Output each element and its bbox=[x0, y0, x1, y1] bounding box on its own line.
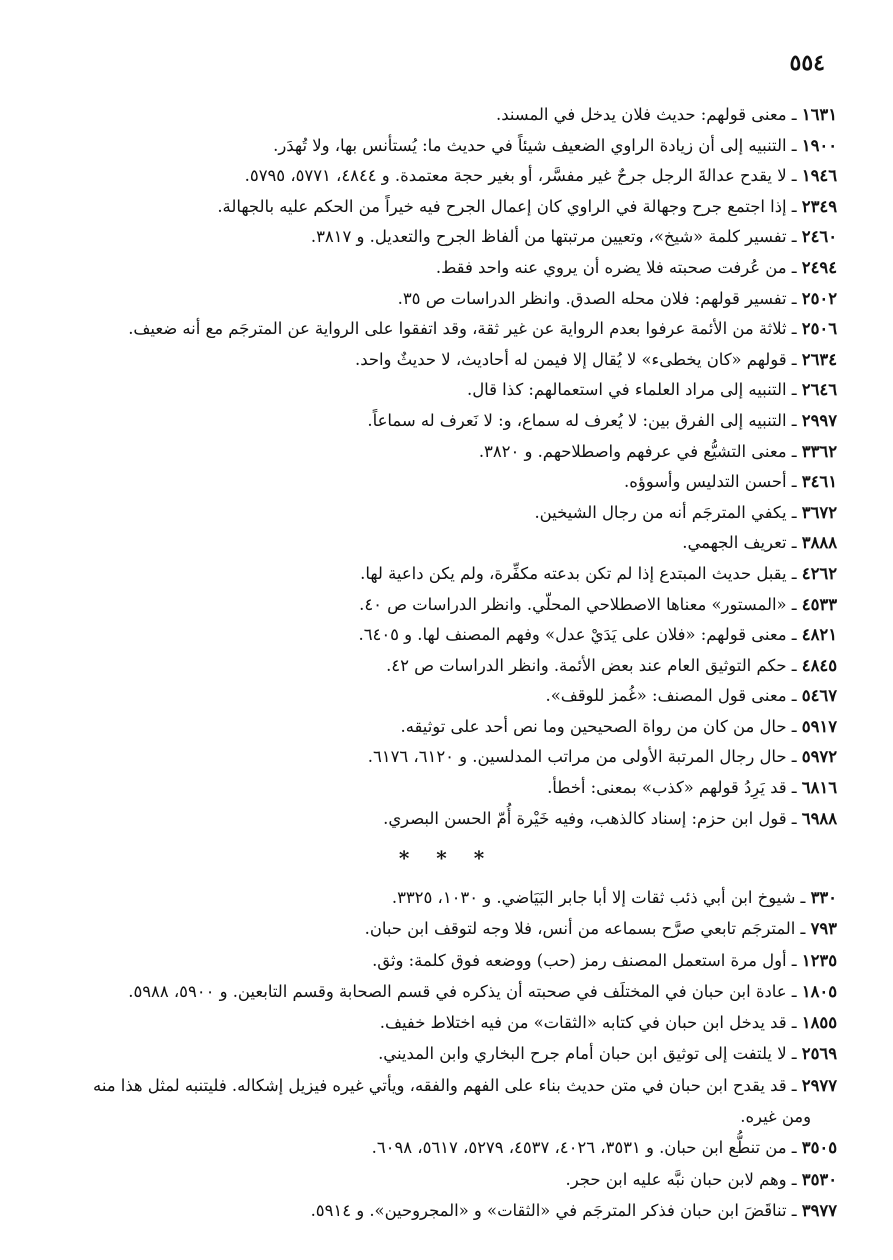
list-item bbox=[40, 804, 837, 835]
list-item bbox=[40, 773, 837, 804]
entry-number: ١٨٥٥ bbox=[801, 1013, 837, 1033]
entry-text: ـ معنى قول المصنف: «غُمز للوقف». bbox=[545, 686, 797, 706]
list-item bbox=[40, 1195, 837, 1226]
entry-text: ـ قد يدخل ابن حبان في كتابه «الثقات» من فيه اختلاط خفيف. bbox=[379, 1013, 797, 1033]
entry-text: ـ عادة ابن حبان في المختلَف في صحبته أن يذكره في قسم الصحابة وقسم التابعين. و ٥٩٠٠، ٥٩٨٨. bbox=[128, 981, 797, 1001]
entry-text: ـ يقبل حديث المبتدع إذا لم تكن بدعته مكفِّرة، ولم يكن داعية لها. bbox=[360, 563, 797, 583]
list-item bbox=[40, 681, 837, 712]
entry-text: ـ معنى التشيُّع في عرفهم واصطلاحهم. و ٣٨٢٠. bbox=[478, 441, 797, 461]
list-item bbox=[40, 913, 837, 944]
entry-text: ـ قولهم «كان يخطىء» لا يُقال إلا فيمن له أحاديث، لا حديثٌ واحد. bbox=[355, 349, 797, 369]
entry-text: ـ التنبيه إلى الفرق بين: لا يُعرف له سماع، و: لا نَعرف له سماعاً. bbox=[367, 410, 797, 430]
entry-text: ـ «المستور» معناها الاصطلاحي المحلّي. وانظر الدراسات ص ٤٠. bbox=[359, 594, 797, 614]
entry-number: ٥٩١٧ bbox=[801, 716, 837, 736]
entry-number: ٧٩٣ bbox=[810, 919, 837, 939]
entry-number: ٤٨٤٥ bbox=[801, 655, 837, 675]
entry-number: ٢٣٤٩ bbox=[801, 196, 837, 216]
entry-text: ـ أول مرة استعمل المصنف رمز (حب) ووضعه فوق كلمة: وثق. bbox=[372, 950, 797, 970]
list-item bbox=[40, 742, 837, 773]
entry-number: ٤٢٦٢ bbox=[801, 563, 837, 583]
list-item bbox=[40, 498, 837, 529]
entry-text: ـ قد يَرِدُ قولهم «كذب» بمعنى: أخطأ. bbox=[547, 778, 797, 798]
entry-number: ١٦٣١ bbox=[801, 105, 837, 124]
list-item bbox=[40, 1038, 837, 1069]
entry-text: ـ المترجَم تابعي صرَّح بسماعه من أنس، فلا وجه لتوقف ابن حبان. bbox=[364, 919, 806, 939]
entry-number: ٢٥٠٢ bbox=[801, 288, 837, 308]
entry-text: ـ ثلاثة من الأئمة عرفوا بعدم الرواية عن غير ثقة، وقد اتفقوا على الرواية عن المترجَم مع أنه ضعيف. bbox=[128, 319, 797, 339]
list-item bbox=[40, 192, 837, 223]
entry-number: ١٢٣٥ bbox=[801, 950, 837, 970]
entry-text: ـ معنى قولهم: «فلان على يَدَيْ عدل» وفهم المصنف لها. و ٦٤٠٥. bbox=[358, 625, 797, 645]
entry-number: ٢٩٧٧ bbox=[801, 1075, 837, 1095]
entry-text: ـ تفسير كلمة «شيخ»، وتعيين مرتبتها من ألفاظ الجرح والتعديل. و ٣٨١٧. bbox=[310, 227, 797, 247]
entry-text: ـ لا يقدح عدالةَ الرجل جرحٌ غير مفسَّر، أو بغير حجة معتمدة. و ٤٨٤٤، ٥٧٧١، ٥٧٩٥. bbox=[244, 166, 797, 186]
entry-number: ١٩٤٦ bbox=[801, 166, 837, 186]
entry-text: ـ قد يقدح ابن حبان في متن حديث بناء على الفهم والفقه، ويأتي غيره فيزيل إشكاله. فليتنبه لمثل هذا منه bbox=[93, 1075, 797, 1095]
entry-text: ـ وهم لابن حبان نبَّه عليه ابن حجر. bbox=[565, 1169, 797, 1189]
list-item bbox=[40, 528, 837, 559]
entry-text: ـ قول ابن حزم: إسناد كالذهب، وفيه خَيْرة أُمّ الحسن البصري. bbox=[383, 808, 797, 828]
entry-number: ٢٩٩٧ bbox=[801, 410, 837, 430]
entry-text: ـ تناقَضَ ابن حبان فذكر المترجَم في «الثقات» و «المجروحين». و ٥٩١٤. bbox=[310, 1200, 797, 1220]
list-item bbox=[40, 161, 837, 192]
entry-text: ـ تفسير قولهم: فلان محله الصدق. وانظر الدراسات ص ٣٥. bbox=[397, 288, 797, 308]
list-item bbox=[40, 976, 837, 1007]
entry-number: ٢٥٠٦ bbox=[801, 319, 837, 339]
entry-number: ٣٣٠ bbox=[810, 888, 837, 907]
list-item bbox=[40, 712, 837, 743]
list-item bbox=[40, 253, 837, 284]
entry-number: ٣٥٣٠ bbox=[801, 1169, 837, 1189]
entry-text: ـ حال رجال المرتبة الأولى من مراتب المدلسين. و ٦١٢٠، ٦١٧٦. bbox=[367, 747, 797, 767]
entry-number: ٢٦٤٦ bbox=[801, 380, 837, 400]
list-item bbox=[40, 1007, 837, 1038]
entry-text: ـ شيوخ ابن أبي ذئب ثقات إلا أبا جابر البَيَاضي. و ١٠٣٠، ٣٣٢٥. bbox=[391, 888, 806, 907]
list-item bbox=[40, 375, 837, 406]
list-item bbox=[40, 1070, 837, 1101]
list-item bbox=[40, 559, 837, 590]
list-item bbox=[40, 345, 837, 376]
entry-number: ٦٨١٦ bbox=[801, 778, 837, 798]
entry-number: ٦٩٨٨ bbox=[801, 808, 837, 828]
list-item bbox=[40, 314, 837, 345]
entry-number: ٥٤٦٧ bbox=[801, 686, 837, 706]
entry-number: ٤٨٢١ bbox=[801, 625, 837, 645]
entry-number: ٥٩٧٢ bbox=[801, 747, 837, 767]
list-item bbox=[40, 1132, 837, 1163]
list-item bbox=[40, 882, 837, 913]
entry-text: ـ تعريف الجهمي. bbox=[682, 533, 797, 553]
entry-number: ٢٦٣٤ bbox=[801, 349, 837, 369]
list-item bbox=[40, 437, 837, 468]
list-item bbox=[40, 945, 837, 976]
entry-number: ٤٥٣٣ bbox=[801, 594, 837, 614]
list-item bbox=[40, 467, 837, 498]
entry-text: ومن غيره. bbox=[740, 1107, 811, 1127]
entry-number: ٣٤٦١ bbox=[801, 472, 837, 492]
entry-text: ـ معنى قولهم: حديث فلان يدخل في المسند. bbox=[496, 105, 797, 124]
entry-number: ٣٩٧٧ bbox=[801, 1200, 837, 1220]
entry-number: ٢٤٩٤ bbox=[801, 257, 837, 277]
entry-number: ٢٥٦٩ bbox=[801, 1044, 837, 1064]
entry-number: ٢٤٦٠ bbox=[801, 227, 837, 247]
entry-text: ـ أحسن التدليس وأسوؤه. bbox=[624, 472, 797, 492]
list-item bbox=[40, 284, 837, 315]
entry-number: ٣٨٨٨ bbox=[801, 533, 837, 553]
list-item bbox=[40, 100, 837, 131]
entry-number: ٣٦٧٢ bbox=[801, 502, 837, 522]
list-item bbox=[40, 620, 837, 651]
list-item bbox=[40, 131, 837, 162]
list-item bbox=[40, 1164, 837, 1195]
list-item bbox=[40, 651, 837, 682]
entries-list-section-one bbox=[40, 100, 837, 834]
list-item bbox=[40, 590, 837, 621]
entry-text: ـ إذا اجتمع جرح وجهالة في الراوي كان إعمال الجرح فيه خيراً من الحكم عليه بالجهالة. bbox=[217, 196, 797, 216]
page-number: ٥٥٤ bbox=[789, 50, 825, 76]
section-separator: * * * bbox=[398, 846, 495, 870]
entries-list-section-two bbox=[40, 882, 837, 1226]
list-item bbox=[40, 406, 837, 437]
entry-text: ـ من تنطُّع ابن حبان. و ٣٥٣١، ٤٠٢٦، ٤٥٣٧، ٥٢٧٩، ٥٦١٧، ٦٠٩٨. bbox=[371, 1138, 797, 1158]
list-item-continuation bbox=[40, 1101, 837, 1132]
entry-text: ـ حال من كان من رواة الصحيحين وما نص أحد على توثيقه. bbox=[400, 716, 797, 736]
entry-number: ٣٥٠٥ bbox=[801, 1138, 837, 1158]
entry-text: ـ من عُرفت صحبته فلا يضره أن يروي عنه واحد فقط. bbox=[435, 257, 797, 277]
entry-text: ـ التنبيه إلى أن زيادة الراوي الضعيف شيئاً في حديث ما: يُستأنس بها، ولا تُهدَر. bbox=[273, 135, 797, 155]
entry-text: ـ يكفي المترجَم أنه من رجال الشيخين. bbox=[534, 502, 797, 522]
entry-text: ـ لا يلتفت إلى توثيق ابن حبان أمام جرح البخاري وابن المديني. bbox=[378, 1044, 797, 1064]
entry-number: ١٨٠٥ bbox=[801, 981, 837, 1001]
entry-text: ـ التنبيه إلى مراد العلماء في استعمالهم: كذا قال. bbox=[467, 380, 797, 400]
list-item bbox=[40, 222, 837, 253]
entry-number: ٣٣٦٢ bbox=[801, 441, 837, 461]
entry-text: ـ حكم التوثيق العام عند بعض الأئمة. وانظر الدراسات ص ٤٢. bbox=[386, 655, 797, 675]
entry-number: ١٩٠٠ bbox=[801, 135, 837, 155]
